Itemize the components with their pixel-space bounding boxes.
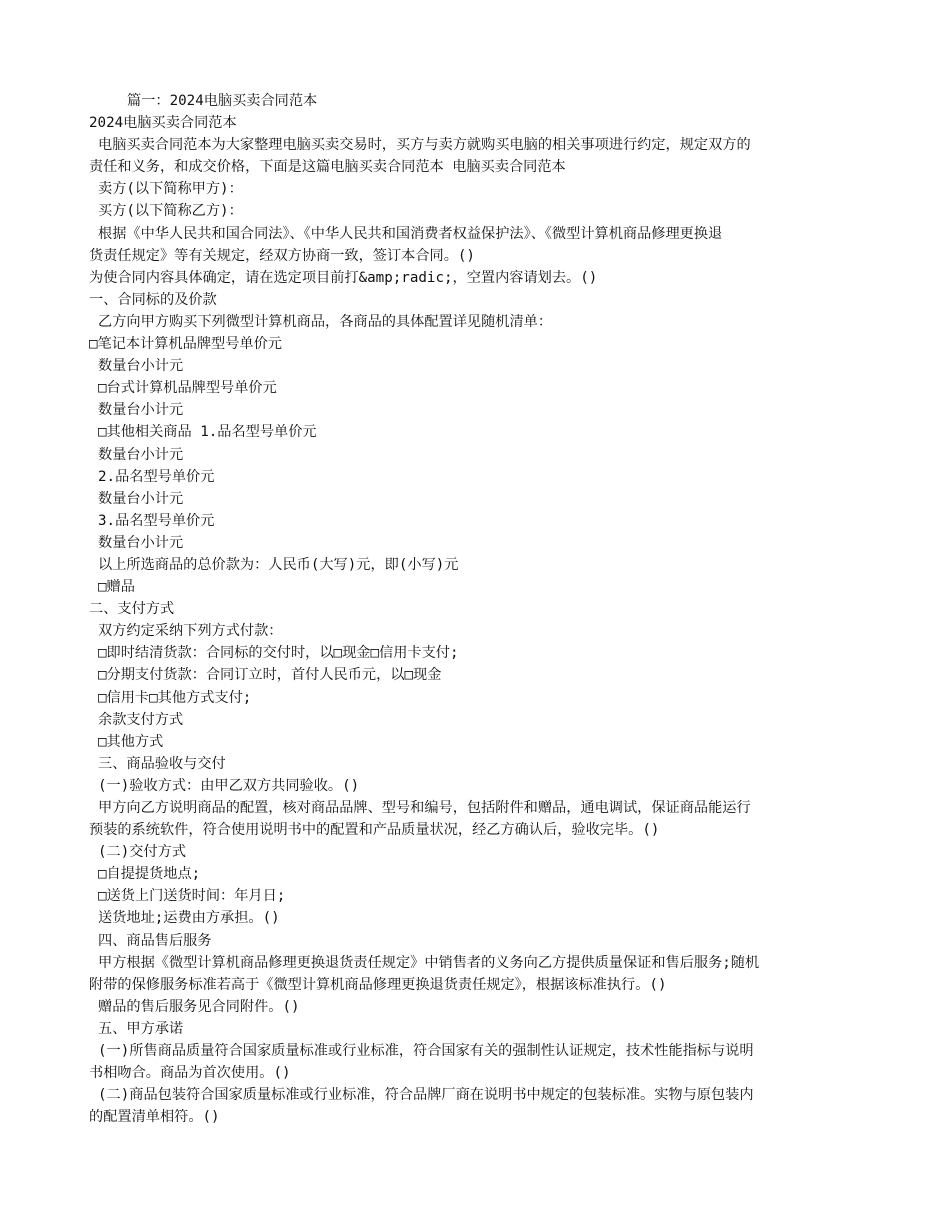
intro-paragraph-line-2: 责任和义务，和成交价格，下面是这篇电脑买卖合同范本 电脑买卖合同范本 <box>89 159 566 176</box>
balance-payment-line: 余款支付方式 <box>98 711 184 728</box>
section-1-title: 一、合同标的及价款 <box>89 291 217 308</box>
goods-item-3: 3.品名型号单价元 <box>98 512 215 529</box>
other-goods-item: □其他相关商品 1.品名型号单价元 <box>98 424 317 441</box>
document-title: 2024电脑买卖合同范本 <box>89 115 237 132</box>
promise-1-line-2: 书相吻合。商品为首次使用。() <box>89 1065 291 1082</box>
self-pickup-line: □自提提货地点; <box>98 866 201 883</box>
legal-basis-line-2: 货责任规定》等有关规定，经双方协商一致，签订本合同。() <box>89 247 475 264</box>
buyer-line: 买方(以下简称乙方)： <box>98 203 243 220</box>
other-payment-line: □其他方式 <box>98 733 164 750</box>
acceptance-detail-line-1: 甲方向乙方说明商品的配置，核对商品品牌、型号和编号，包括附件和赠品，通电调试，保证商品能运行 <box>98 800 751 816</box>
section-2-intro: 双方约定采纳下列方式付款： <box>98 623 283 640</box>
gift-service-line: 赠品的售后服务见合同附件。() <box>98 998 300 1015</box>
section-1-intro: 乙方向甲方购买下列微型计算机商品，各商品的具体配置详见随机清单： <box>98 313 553 330</box>
delivery-address-line: 送货地址;运费由方承担。() <box>98 910 280 927</box>
home-delivery-line: □送货上门送货时间：年月日; <box>98 888 286 905</box>
after-sales-line-2: 附带的保修服务标准若高于《微型计算机商品修理更换退货责任规定》，根据该标准执行。() <box>89 976 667 993</box>
quantity-line: 数量台小计元 <box>98 358 184 375</box>
payment-option-1: □即时结清货款：合同标的交付时，以□现金□信用卡支付; <box>98 645 459 662</box>
instruction-note: 为使合同内容具体确定，请在选定项目前打&amp;radic;，空置内容请划去。() <box>89 269 598 286</box>
section-3-title: 三、商品验收与交付 <box>98 755 226 772</box>
section-heading: 篇一：2024电脑买卖合同范本 <box>127 93 318 109</box>
notebook-item: □笔记本计算机品牌型号单价元 <box>89 336 282 353</box>
contract-body <box>89 90 869 1128</box>
quantity-line: 数量台小计元 <box>98 490 184 507</box>
quantity-line: 数量台小计元 <box>98 402 184 419</box>
desktop-item: □台式计算机品牌型号单价元 <box>98 380 277 397</box>
after-sales-line-1: 甲方根据《微型计算机商品修理更换退货责任规定》中销售者的义务向乙方提供质量保证和售后服务;随机 <box>98 954 760 971</box>
acceptance-detail-line-2: 预装的系统软件，符合使用说明书中的配置和产品质量状况，经乙方确认后，验收完毕。() <box>89 822 660 839</box>
section-2-title: 二、支付方式 <box>89 601 175 618</box>
section-5-title: 五、甲方承诺 <box>98 1020 184 1037</box>
promise-2-line-2: 的配置清单相符。() <box>89 1109 220 1126</box>
quantity-line: 数量台小计元 <box>98 446 184 463</box>
promise-1-line-1: (一)所售商品质量符合国家质量标准或行业标准，符合国家有关的强制性认证规定，技术性能指标与说明 <box>98 1043 754 1060</box>
section-4-title: 四、商品售后服务 <box>98 932 212 949</box>
total-price-line: 以上所选商品的总价款为：人民币(大写)元，即(小写)元 <box>98 556 459 573</box>
payment-option-2: □分期支付货款：合同订立时，首付人民币元，以□现金 <box>98 667 442 684</box>
payment-option-3: □信用卡□其他方式支付; <box>98 689 252 706</box>
intro-paragraph-line-1: 电脑买卖合同范本为大家整理电脑买卖交易时，买方与卖方就购买电脑的相关事项进行约定，规定双方的 <box>98 137 751 154</box>
gift-checkbox-line: □赠品 <box>98 579 135 596</box>
promise-2-line-1: (二)商品包装符合国家质量标准或行业标准，符合品牌厂商在说明书中规定的包装标准。实物与原包装内 <box>98 1087 754 1104</box>
quantity-line: 数量台小计元 <box>98 534 184 551</box>
acceptance-method: (一)验收方式：由甲乙双方共同验收。() <box>98 777 360 794</box>
seller-line: 卖方(以下简称甲方)： <box>98 181 243 198</box>
goods-item-2: 2.品名型号单价元 <box>98 468 215 485</box>
delivery-method: (二)交付方式 <box>98 844 187 861</box>
legal-basis-line-1: 根据《中华人民共和国合同法》、《中华人民共和国消费者权益保护法》、《微型计算机商品修理更换退 <box>98 225 723 242</box>
